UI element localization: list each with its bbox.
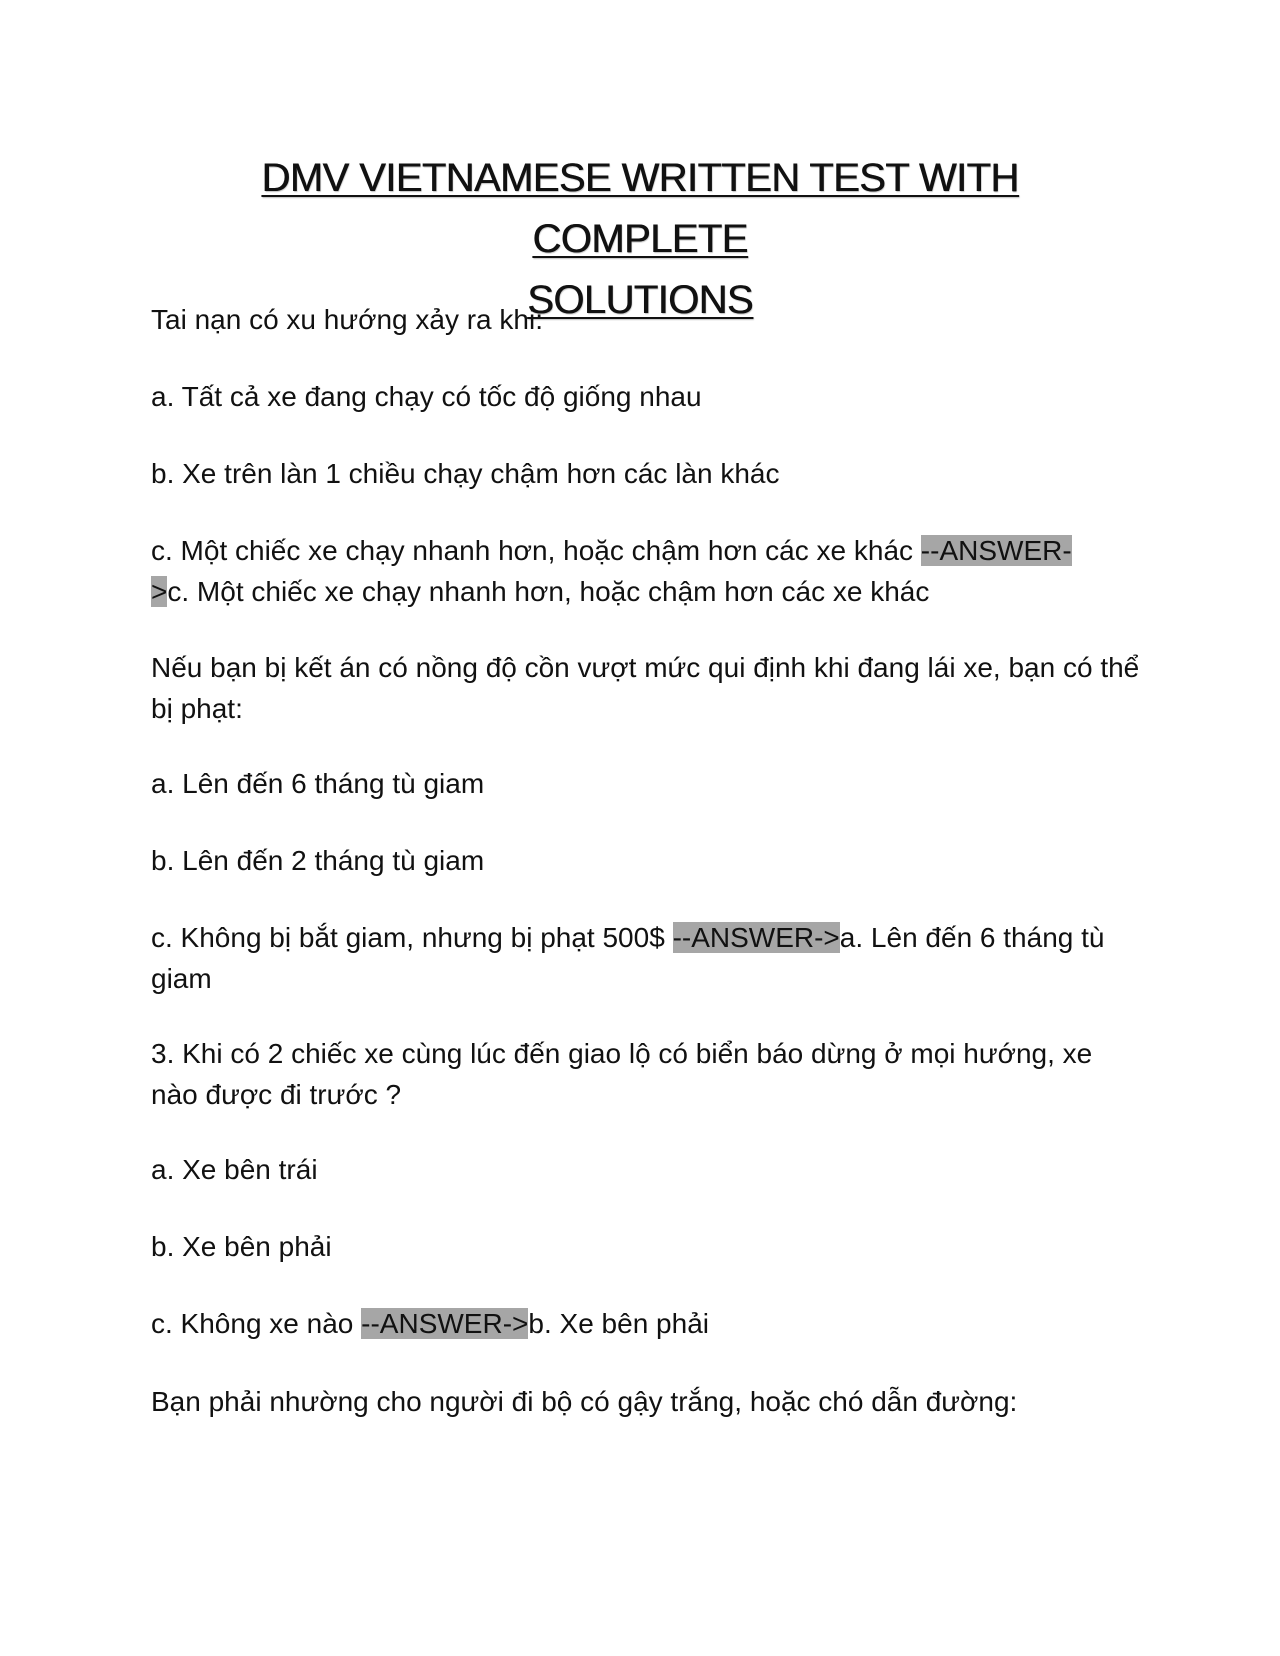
question-1-option-a: a. Tất cả xe đang chạy có tốc độ giống nhau — [151, 381, 702, 412]
question-2-prompt: Nếu bạn bị kết án có nồng độ cồn vượt mức qui định khi đang lái xe, bạn có thể bị phạt: — [151, 652, 1140, 724]
question-2-answer: a. Lên đến 6 tháng tù giam — [151, 922, 1105, 994]
title-line-2: SOLUTIONS — [527, 278, 753, 322]
question-2-option-b: b. Lên đến 2 tháng tù giam — [151, 845, 485, 876]
question-1-option-b: b. Xe trên làn 1 chiều chạy chậm hơn các làn khác — [151, 458, 780, 489]
question-1-prompt: Tai nạn có xu hướng xảy ra khi: — [151, 304, 543, 335]
question-3-option-c-and-answer — [151, 1303, 1141, 1344]
question-2-option-c-and-answer — [151, 917, 1141, 999]
question-2-option-a: a. Lên đến 6 tháng tù giam — [151, 768, 485, 799]
question-1-option-c: c. Một chiếc xe chạy nhanh hơn, hoặc chậm hơn các xe khác — [151, 535, 921, 566]
question-3-option-a: a. Xe bên trái — [151, 1154, 318, 1185]
question-1-option-c-and-answer — [151, 530, 1141, 612]
question-3-option-c: c. Không xe nào — [151, 1308, 362, 1339]
question-3-option-b: b. Xe bên phải — [151, 1231, 332, 1262]
question-2-answer-marker: --ANSWER-> — [672, 922, 840, 953]
title-line-1: DMV VIETNAMESE WRITTEN TEST WITH COMPLETE — [261, 156, 1019, 261]
question-4-prompt: Bạn phải nhường cho người đi bộ có gậy trắng, hoặc chó dẫn đường: — [151, 1386, 1018, 1417]
question-3-prompt: 3. Khi có 2 chiếc xe cùng lúc đến giao lộ có biển báo dừng ở mọi hướng, xe nào được đi trước ? — [151, 1038, 1093, 1110]
question-3-answer: b. Xe bên phải — [528, 1308, 709, 1339]
question-1-answer-marker-end: > — [151, 576, 168, 607]
question-2-option-c: c. Không bị bắt giam, nhưng bị phạt 500$ — [151, 922, 673, 953]
question-3-answer-marker: --ANSWER-> — [361, 1308, 529, 1339]
question-1-answer: c. Một chiếc xe chạy nhanh hơn, hoặc chậm hơn các xe khác — [167, 576, 930, 607]
question-1-answer-marker: --ANSWER- — [920, 535, 1072, 566]
